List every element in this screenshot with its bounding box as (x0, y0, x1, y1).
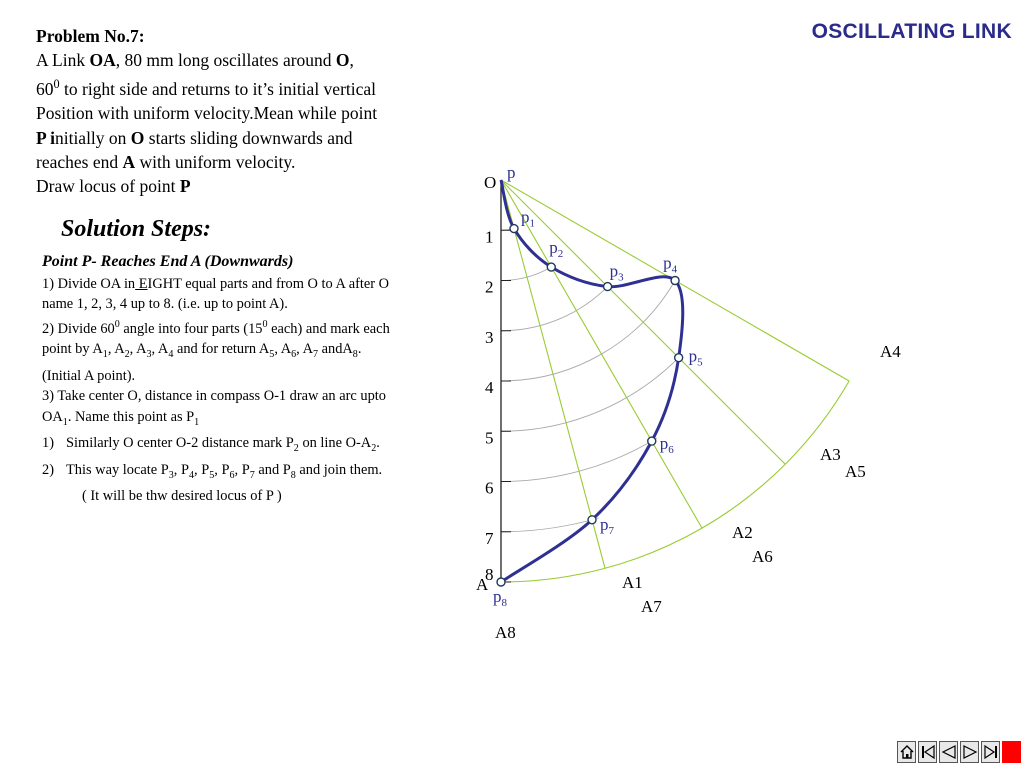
home-icon-glyph (899, 744, 915, 760)
step-4: 1) Similarly O center O-2 distance mark $P_2$ on line $O-A_2$. (42, 435, 380, 455)
text: 1 (194, 416, 200, 428)
text: 5 (269, 349, 275, 361)
text: 7 (249, 469, 255, 481)
compass-arc-6 (501, 438, 657, 481)
text: 4 (188, 469, 195, 481)
step-1-cont: name 1, 2, 3, 4 up to 8. (i.e. up to point A). (42, 296, 288, 313)
text: and for return A (176, 341, 270, 358)
division-label-6: 6 (485, 478, 494, 498)
text: 1 (102, 349, 108, 361)
locus-point-p3 (604, 283, 612, 291)
step-3: 3) Take center O, distance in compass O-1 draw an arc upto (42, 388, 386, 405)
subscript: 3 (618, 271, 624, 284)
text: 6 (291, 349, 297, 361)
text: A (122, 151, 136, 172)
text: and join them. (295, 461, 383, 478)
problem-line-3: Position with uniform velocity.Mean while point (36, 103, 378, 124)
division-label-1: 1 (485, 227, 494, 247)
text: 2) (42, 461, 54, 478)
text: 0 (114, 318, 120, 330)
text: 2 (293, 443, 299, 455)
text: 2 (124, 349, 130, 361)
division-label-7: 7 (485, 528, 494, 548)
position-label-a5: A5 (845, 462, 866, 481)
text: 7 (312, 349, 319, 361)
slide-navigation (897, 741, 1021, 763)
text: . Name this point as P (67, 408, 195, 425)
last-icon[interactable] (981, 741, 1000, 763)
text: nitially on (54, 127, 131, 148)
first-icon-glyph (920, 744, 936, 760)
point-label-p3: $p_3$ (609, 261, 624, 284)
guide-line-2 (501, 180, 702, 528)
locus-point-p4 (671, 277, 679, 285)
pivot-label-o: O (484, 173, 497, 192)
text: O (130, 127, 145, 148)
division-label-5: 5 (485, 428, 494, 448)
division-label-2: 2 (485, 277, 494, 297)
prev-icon[interactable] (939, 741, 958, 763)
point-label-p1: $p_1$ (521, 207, 536, 230)
point-label-p6: $p_6$ (659, 434, 674, 457)
point-label-p8: $p_8$ (493, 587, 507, 609)
point-label-p: p (507, 163, 516, 182)
locus-point-p2 (547, 263, 555, 271)
step-5: 2) This way locate $P_3$, $P_4$, $P_5$, $P_6$, $P_7$ and $P_8$ and join them. (42, 461, 383, 481)
next-icon[interactable] (960, 741, 979, 763)
locus-point-p1 (510, 225, 518, 233)
text: 1) Divide OA in (42, 275, 136, 292)
text: OA (89, 50, 116, 71)
position-label-a6: A6 (752, 547, 773, 566)
point-label-p5: $p_5$ (688, 346, 703, 369)
prev-icon-glyph (941, 744, 957, 760)
step-2-cont: point by $A_1$, $A_2$, $A_3$, $A_4$ and for return $A_5$, $A_6$, $A_7$ andA$_8$. (42, 341, 362, 361)
text: 0 (53, 77, 60, 92)
text: 2) Divide 60 (42, 320, 115, 337)
text: to right side and returns to it’s initial vertical (59, 79, 377, 100)
text: angle into four parts (15 (119, 320, 263, 337)
text: A Link (36, 50, 90, 71)
step-2-note: (Initial A point). (42, 367, 136, 384)
compass-arc-5 (501, 354, 682, 431)
subscript: 2 (557, 248, 564, 261)
division-label-8: 8 (485, 565, 494, 584)
text: This way locate P (66, 461, 169, 478)
text: OA (42, 408, 63, 425)
subscript: 5 (697, 356, 703, 369)
solution-title: Solution Steps: (61, 216, 212, 242)
text: , (349, 50, 354, 71)
text: P (179, 176, 191, 197)
position-label-a7: A7 (641, 597, 662, 616)
next-icon-glyph (962, 744, 978, 760)
text: 3 (146, 349, 152, 361)
text: 1) (42, 435, 54, 452)
text: starts sliding downwards and (144, 127, 353, 148)
text: E (135, 275, 148, 292)
locus-point-p8 (497, 578, 505, 586)
solution-subtitle: Point P- Reaches End A (Downwards) (42, 253, 294, 270)
diagram-labels (476, 163, 901, 642)
locus-point-p7 (588, 516, 596, 524)
text: 60 (36, 79, 54, 100)
text: 6 (229, 469, 235, 481)
subscript: 1 (529, 217, 536, 230)
text: Similarly O center O-2 distance mark P (66, 435, 294, 452)
text: 3 (168, 469, 174, 481)
text: 8 (352, 349, 358, 361)
text: 2 (371, 443, 377, 455)
text: , 80 mm long oscillates around (115, 50, 336, 71)
text: 0 (262, 318, 268, 330)
position-label-a1: A1 (622, 573, 643, 592)
text: Draw locus of point (36, 176, 180, 197)
point-label-p2: $p_2$ (549, 238, 564, 261)
division-label-3: 3 (485, 327, 494, 347)
problem-heading: Problem No.7: (36, 26, 145, 46)
text: IGHT equal parts and from O to A after O (147, 275, 390, 292)
text: P i (36, 127, 55, 148)
compass-arcs (501, 228, 682, 531)
position-label-a4: A4 (880, 342, 901, 361)
subscript: 6 (668, 444, 674, 457)
text: with uniform velocity. (135, 151, 296, 172)
text: each) and mark each (267, 320, 390, 337)
division-ticks (501, 230, 511, 582)
compass-arc-3 (501, 284, 610, 330)
text: 5 (209, 469, 215, 481)
position-label-a3: A3 (820, 445, 841, 464)
slide-title: OSCILLATING LINK (811, 20, 1012, 43)
position-label-a2: A2 (732, 523, 753, 542)
text: point by A (42, 341, 103, 358)
division-label-4: 4 (485, 378, 494, 397)
end-label-a: A (476, 575, 489, 594)
subscript: 7 (608, 524, 615, 537)
first-icon[interactable] (918, 741, 937, 763)
last-icon-glyph (983, 744, 999, 760)
step-6: ( It will be thw desired locus of P ) (82, 488, 282, 505)
text: 4 (168, 349, 174, 361)
text: 8 (290, 469, 296, 481)
locus-point-p5 (675, 354, 683, 362)
text: O (335, 50, 350, 71)
text: on line O-A (298, 435, 372, 452)
text: reaches end (36, 151, 123, 172)
text: 1 (62, 416, 68, 428)
subscript: 8 (501, 597, 507, 609)
point-label-p4: $p_4$ (663, 253, 678, 276)
guide-line-3 (501, 180, 785, 464)
subscript: 4 (671, 263, 678, 276)
point-label-p7: $p_7$ (600, 514, 615, 537)
home-icon[interactable] (897, 741, 916, 763)
locus-point-p6 (648, 437, 656, 445)
stop-icon[interactable] (1002, 741, 1021, 763)
position-label-a8: A8 (495, 623, 516, 642)
text: and P (254, 461, 291, 478)
